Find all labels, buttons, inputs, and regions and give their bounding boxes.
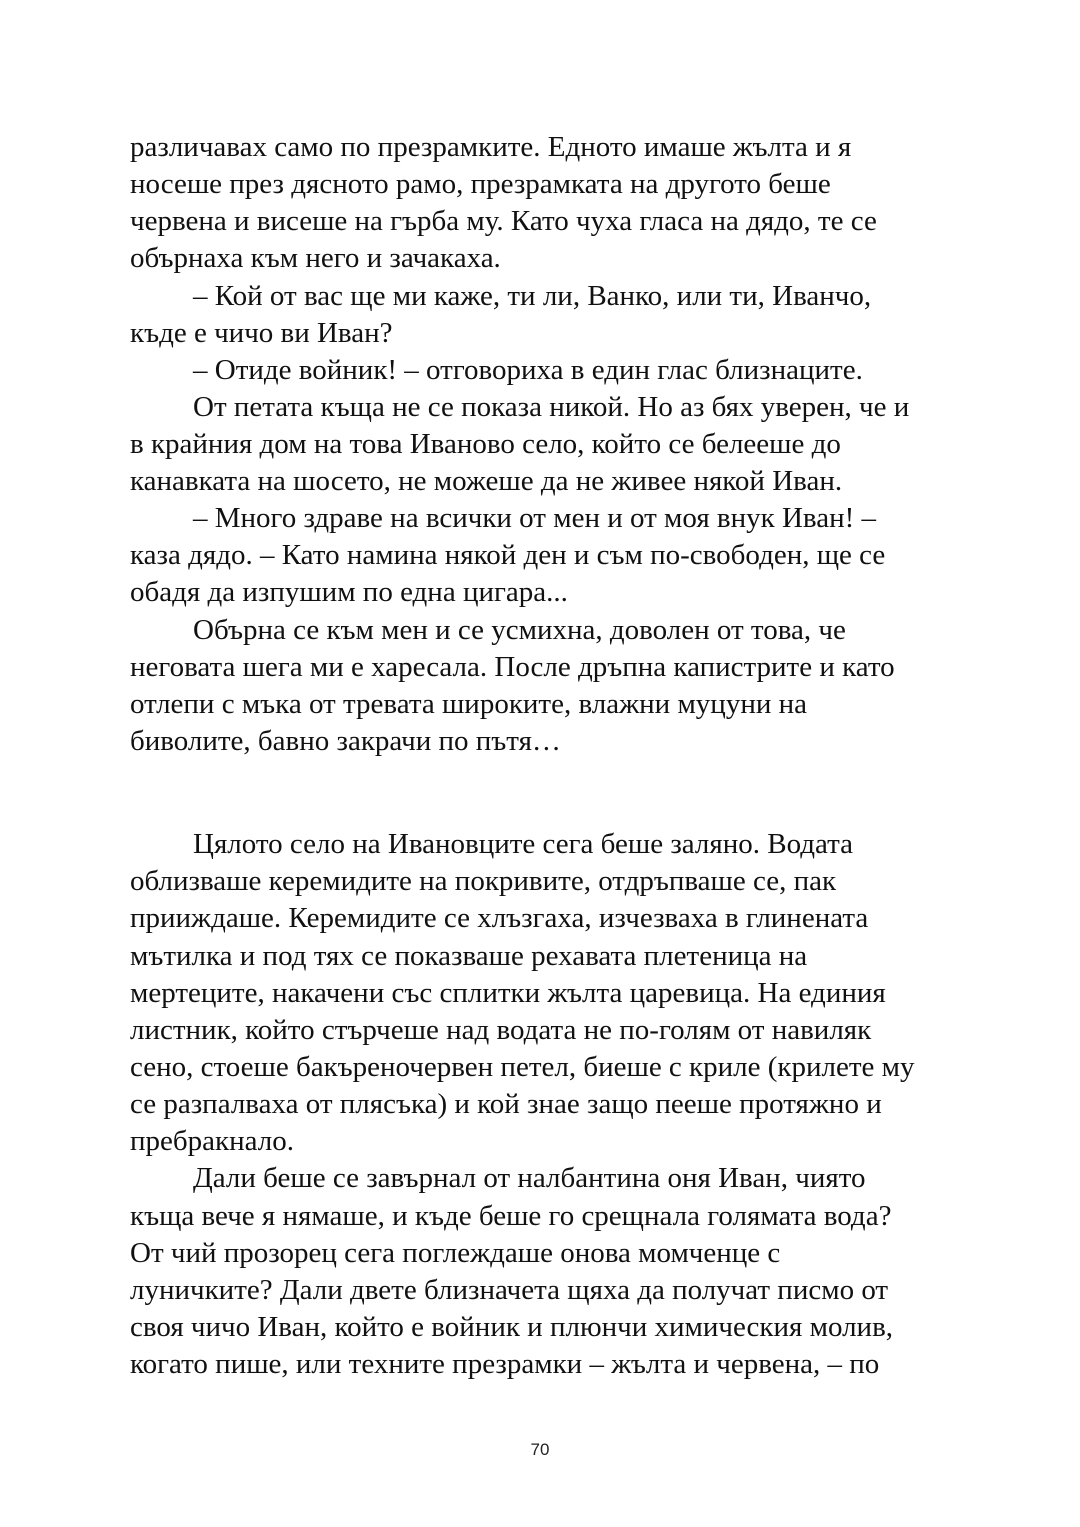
text-line: мътилка и под тях се показваше рехавата плетеница на	[130, 940, 808, 972]
text-line: носеше през дясното рамо, презрамката на другото беше	[130, 168, 831, 200]
text-line: своя чичо Иван, който е войник и плюнчи химическия молив,	[130, 1311, 894, 1343]
text-line: луничките? Дали двете близначета щяха да получат писмо от	[130, 1274, 889, 1306]
text-line: когато пише, или техните презрамки – жълта и червена, – по	[130, 1348, 880, 1380]
text-line: канавката на шосето, не можеше да не живее някой Иван.	[130, 465, 843, 497]
text-line: къде е чичо ви Иван?	[130, 317, 393, 349]
text-line: различавах само по презрамките. Едното имаше жълта и я	[130, 131, 852, 163]
text-line: къща вече я нямаше, и къде беше го срещнала голямата вода?	[130, 1200, 892, 1232]
text-line: мертеците, накачени със сплитки жълта царевица. На единия	[130, 977, 886, 1009]
text-line: в крайния дом на това Иваново село, който се белееше до	[130, 428, 841, 460]
text-line: облизваше керемидите на покривите, отдръпваше се, пак	[130, 865, 837, 897]
text-line: неговата шега ми е харесала. После дръпна капистрите и като	[130, 651, 895, 683]
dialogue-line: – Много здраве на всички от мен и от моя внук Иван! –	[193, 502, 877, 534]
paragraph-start: Дали беше се завърнал от налбантина оня Иван, чиято	[193, 1162, 866, 1194]
text-line: От чий прозорец сега поглеждаше онова момченце с	[130, 1237, 781, 1269]
text-line: каза дядо. – Като намина някой ден и съм по-свободен, ще се	[130, 539, 886, 571]
text-line: прииждаше. Керемидите се хлъзгаха, изчезваха в глинената	[130, 902, 869, 934]
text-line: обадя да изпушим по една цигара...	[130, 576, 568, 608]
paragraph-start: Цялото село на Ивановците сега беше заляно. Водата	[193, 828, 854, 860]
text-line: пребракнало.	[130, 1125, 294, 1157]
text-line: червена и висеше на гърба му. Като чуха гласа на дядо, те се	[130, 205, 877, 237]
text-line: отлепи с мъка от тревата широките, влажни муцуни на	[130, 688, 807, 720]
text-line: се разпалваха от плясъка) и кой знае защо пееше протяжно и	[130, 1088, 882, 1120]
text-line: обърнаха към него и зачакаха.	[130, 242, 501, 274]
text-line: листник, който стърчеше над водата не по-голям от навиляк	[130, 1014, 872, 1046]
dialogue-line: – Отиде войник! – отговориха в един глас близнаците.	[193, 354, 863, 386]
text-line: сено, стоеше бакъреночервен петел, биеше с криле (крилете му	[130, 1051, 915, 1083]
paragraph-start: Обърна се към мен и се усмихна, доволен от това, че	[193, 614, 846, 646]
dialogue-line: – Кой от вас ще ми каже, ти ли, Ванко, или ти, Иванчо,	[193, 280, 872, 312]
text-line: биволите, бавно закрачи по пътя…	[130, 725, 561, 757]
paragraph-start: От петата къща не се показа никой. Но аз бях уверен, че и	[193, 391, 910, 423]
page-number: 70	[530, 1440, 550, 1459]
